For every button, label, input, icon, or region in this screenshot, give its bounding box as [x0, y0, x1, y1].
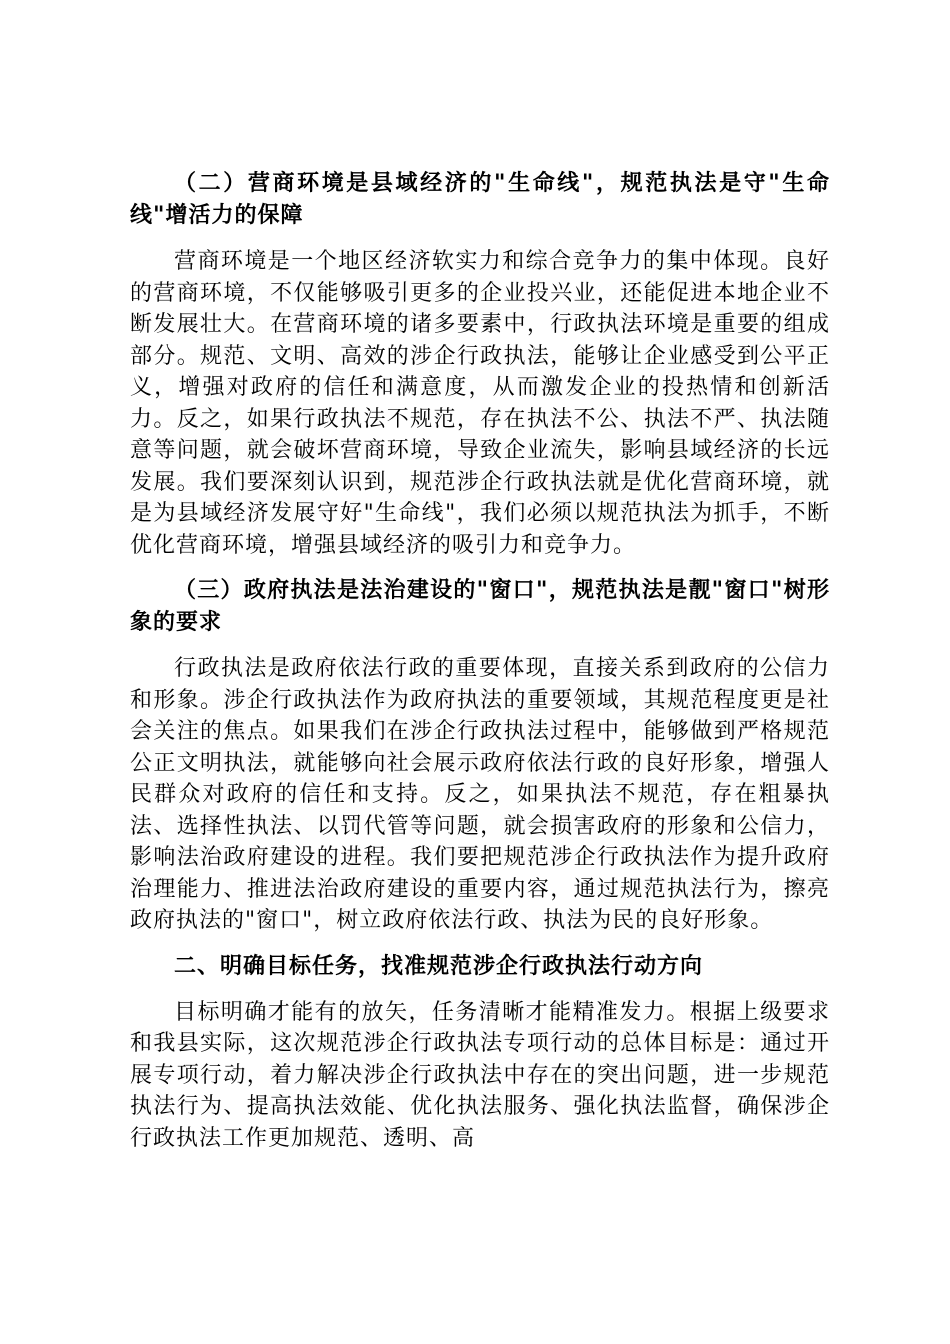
- subsection-heading-2: （二）营商环境是县域经济的"生命线"，规范执法是守"生命线"增活力的保障: [130, 171, 830, 228]
- paragraph-government-enforcement: 行政执法是政府依法行政的重要体现，直接关系到政府的公信力和形象。涉企行政执法作为政府执法的重要领域，其规范程度更是社会关注的焦点。如果我们在涉企行政执法过程中，能够做到严格规范公正文明执法，就能够向社会展示政府依法行政的良好形象，增强人民群众对政府的信任和支持。反之，如果执法不规范，存在粗暴执法、选择性执法、以罚代管等问题，就会损害政府的形象和公信力，影响法治政府建设的进程。我们要把规范涉企行政执法作为提升政府治理能力、推进法治政府建设的重要内容，通过规范执法行为，擦亮政府执法的"窗口"，树立政府依法行政、执法为民的良好形象。: [130, 656, 830, 933]
- paragraph-goals: 目标明确才能有的放矢，任务清晰才能精准发力。根据上级要求和我县实际，这次规范涉企行政执法专项行动的总体目标是：通过开展专项行动，着力解决涉企行政执法中存在的突出问题，进一步规范执法行为、提高执法效能、优化执法服务、强化执法监督，确保涉企行政执法工作更加规范、透明、高: [130, 999, 830, 1151]
- section-heading-2: 二、明确目标任务，找准规范涉企行政执法行动方向: [174, 953, 704, 979]
- paragraph-business-environment: 营商环境是一个地区经济软实力和综合竞争力的集中体现。良好的营商环境，不仅能够吸引更多的企业投兴业，还能促进本地企业不断发展壮大。在营商环境的诸多要素中，行政执法环境是重要的组成部分。规范、文明、高效的涉企行政执法，能够让企业感受到公平正义，增强对政府的信任和满意度，从而激发企业的投热情和创新活力。反之，如果行政执法不规范，存在执法不公、执法不严、执法随意等问题，就会破坏营商环境，导致企业流失，影响县域经济的长远发展。我们要深刻认识到，规范涉企行政执法就是优化营商环境，就是为县域经济发展守好"生命线"，我们必须以规范执法为抓手，不断优化营商环境，增强县域经济的吸引力和竞争力。: [130, 249, 830, 558]
- document-page: [130, 168, 830, 1168]
- subsection-heading-3: （三）政府执法是法治建设的"窗口"，规范执法是靓"窗口"树形象的要求: [130, 578, 830, 635]
